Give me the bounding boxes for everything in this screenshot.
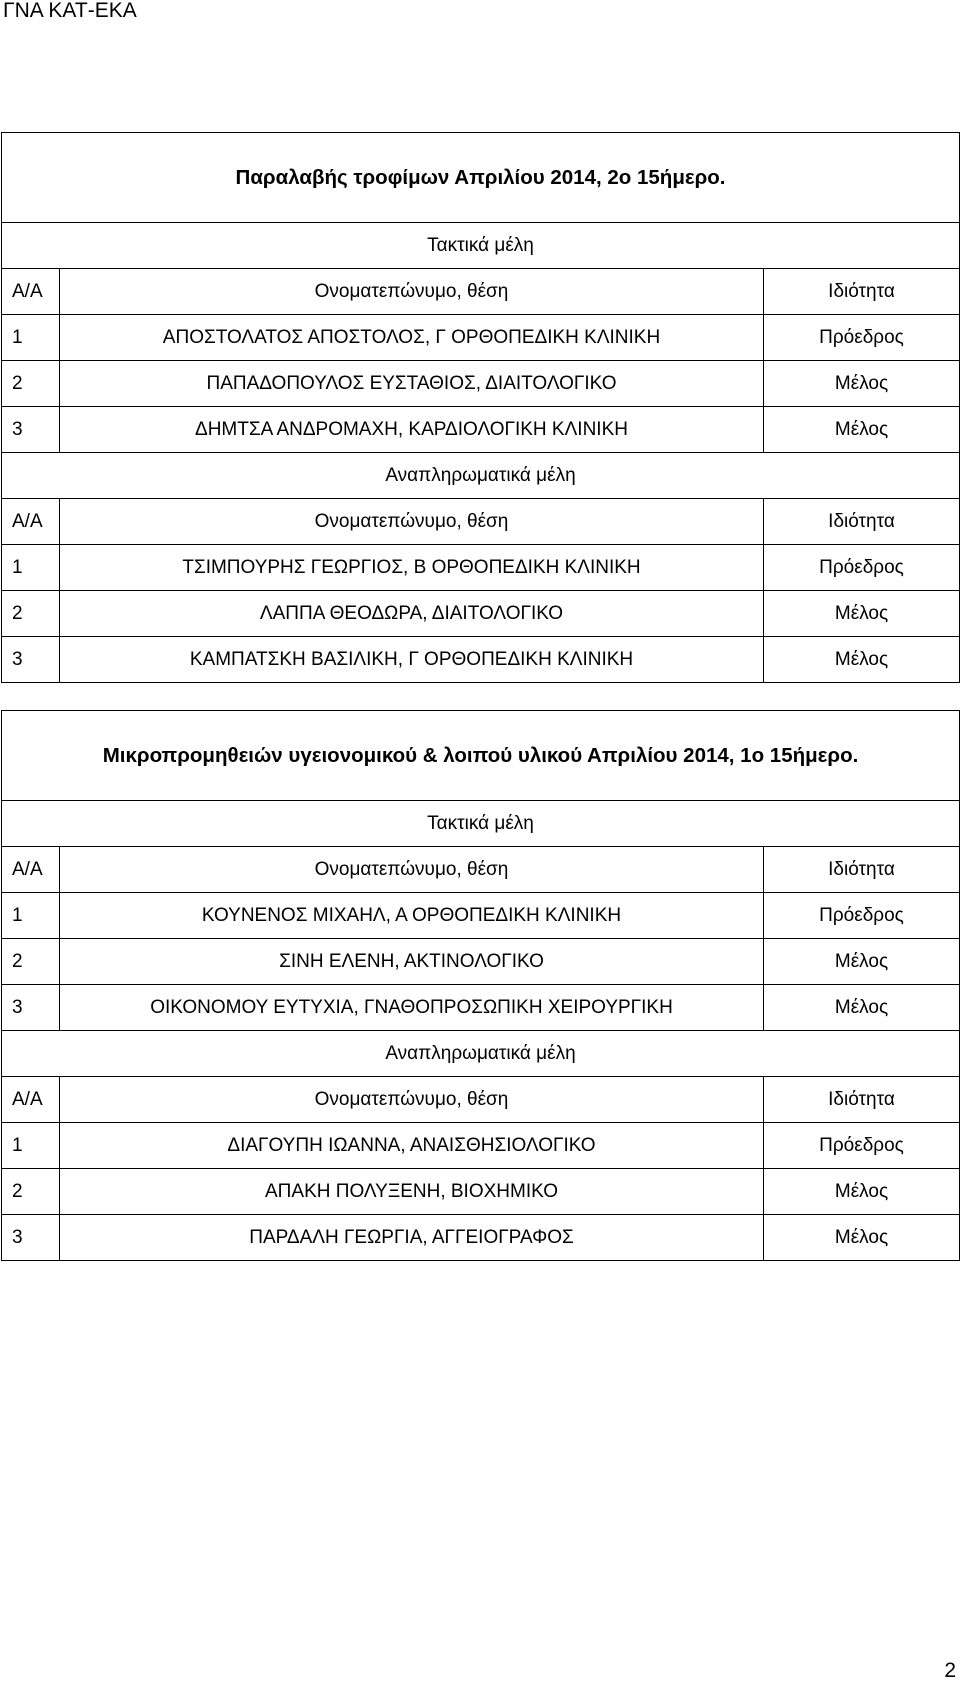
column-header-name: Ονοματεπώνυμο, θέση bbox=[60, 269, 764, 315]
table-row bbox=[2, 1123, 960, 1169]
column-header-name: Ονοματεπώνυμο, θέση bbox=[60, 1077, 764, 1123]
section-label-regular: Τακτικά μέλη bbox=[2, 223, 960, 269]
row-number: 2 bbox=[2, 591, 60, 637]
row-number: 2 bbox=[2, 361, 60, 407]
member-name-position: ΔΙΑΓΟΥΠΗ ΙΩΑΝΝΑ, ΑΝΑΙΣΘΗΣΙΟΛΟΓΙΚΟ bbox=[60, 1123, 764, 1169]
page-number: 2 bbox=[944, 1659, 956, 1682]
member-name-position: ΟΙΚΟΝΟΜΟΥ ΕΥΤΥΧΙΑ, ΓΝΑΘΟΠΡΟΣΩΠΙΚΗ ΧΕΙΡΟΥΡΓΙΚΗ bbox=[60, 985, 764, 1031]
member-role: Μέλος bbox=[764, 591, 960, 637]
column-header-row bbox=[2, 1077, 960, 1123]
column-header-role: Ιδιότητα bbox=[764, 499, 960, 545]
table-row bbox=[2, 893, 960, 939]
member-role: Πρόεδρος bbox=[764, 545, 960, 591]
member-role: Πρόεδρος bbox=[764, 315, 960, 361]
member-name-position: ΚΑΜΠΑΤΣΚΗ ΒΑΣΙΛΙΚΗ, Γ ΟΡΘΟΠΕΔΙΚΗ ΚΛΙΝΙΚΗ bbox=[60, 637, 764, 683]
member-role: Μέλος bbox=[764, 985, 960, 1031]
row-number: 1 bbox=[2, 893, 60, 939]
table-row bbox=[2, 315, 960, 361]
column-header-role: Ιδιότητα bbox=[764, 269, 960, 315]
row-number: 1 bbox=[2, 1123, 60, 1169]
column-header-role: Ιδιότητα bbox=[764, 1077, 960, 1123]
member-name-position: ΣΙΝΗ ΕΛΕΝΗ, ΑΚΤΙΝΟΛΟΓΙΚΟ bbox=[60, 939, 764, 985]
member-role: Μέλος bbox=[764, 1169, 960, 1215]
column-header-row bbox=[2, 847, 960, 893]
row-number: 2 bbox=[2, 1169, 60, 1215]
member-name-position: ΔΗΜΤΣΑ ΑΝΔΡΟΜΑΧΗ, ΚΑΡΔΙΟΛΟΓΙΚΗ ΚΛΙΝΙΚΗ bbox=[60, 407, 764, 453]
table-row bbox=[2, 407, 960, 453]
column-header-row bbox=[2, 269, 960, 315]
document-header: ΓΝΑ ΚΑΤ-ΕΚΑ bbox=[3, 0, 137, 22]
member-name-position: ΚΟΥΝΕΝΟΣ ΜΙΧΑΗΛ, Α ΟΡΘΟΠΕΔΙΚΗ ΚΛΙΝΙΚΗ bbox=[60, 893, 764, 939]
table-row bbox=[2, 939, 960, 985]
member-role: Πρόεδρος bbox=[764, 1123, 960, 1169]
row-number: 3 bbox=[2, 1215, 60, 1261]
table-row bbox=[2, 1169, 960, 1215]
column-header-name: Ονοματεπώνυμο, θέση bbox=[60, 499, 764, 545]
table-row bbox=[2, 985, 960, 1031]
member-name-position: ΛΑΠΠΑ ΘΕΟΔΩΡΑ, ΔΙΑΙΤΟΛΟΓΙΚΟ bbox=[60, 591, 764, 637]
member-name-position: ΠΑΡΔΑΛΗ ΓΕΩΡΓΙΑ, ΑΓΓΕΙΟΓΡΑΦΟΣ bbox=[60, 1215, 764, 1261]
committee-title: Παραλαβής τροφίμων Απριλίου 2014, 2ο 15ήμερο. bbox=[2, 133, 960, 223]
table-row bbox=[2, 591, 960, 637]
member-role: Μέλος bbox=[764, 361, 960, 407]
column-header-number: Α/Α bbox=[2, 1077, 60, 1123]
member-role: Μέλος bbox=[764, 637, 960, 683]
table-row bbox=[2, 545, 960, 591]
row-number: 1 bbox=[2, 315, 60, 361]
committee-table-food-receipt bbox=[1, 132, 960, 683]
section-label-alternate: Αναπληρωματικά μέλη bbox=[2, 1031, 960, 1077]
member-role: Μέλος bbox=[764, 1215, 960, 1261]
member-role: Μέλος bbox=[764, 939, 960, 985]
table-row bbox=[2, 637, 960, 683]
column-header-role: Ιδιότητα bbox=[764, 847, 960, 893]
committee-table-micro-procurement bbox=[1, 710, 960, 1261]
member-name-position: ΤΣΙΜΠΟΥΡΗΣ ΓΕΩΡΓΙΟΣ, Β ΟΡΘΟΠΕΔΙΚΗ ΚΛΙΝΙΚΗ bbox=[60, 545, 764, 591]
section-label-alternate: Αναπληρωματικά μέλη bbox=[2, 453, 960, 499]
column-header-name: Ονοματεπώνυμο, θέση bbox=[60, 847, 764, 893]
member-name-position: ΑΠΑΚΗ ΠΟΛΥΞΕΝΗ, ΒΙΟΧΗΜΙΚΟ bbox=[60, 1169, 764, 1215]
row-number: 3 bbox=[2, 407, 60, 453]
section-label-regular: Τακτικά μέλη bbox=[2, 801, 960, 847]
column-header-number: Α/Α bbox=[2, 847, 60, 893]
table-row bbox=[2, 1215, 960, 1261]
row-number: 1 bbox=[2, 545, 60, 591]
member-role: Πρόεδρος bbox=[764, 893, 960, 939]
table-row bbox=[2, 361, 960, 407]
member-name-position: ΑΠΟΣΤΟΛΑΤΟΣ ΑΠΟΣΤΟΛΟΣ, Γ ΟΡΘΟΠΕΔΙΚΗ ΚΛΙΝΙΚΗ bbox=[60, 315, 764, 361]
committee-title: Μικροπρομηθειών υγειονομικού & λοιπού υλικού Απριλίου 2014, 1ο 15ήμερο. bbox=[2, 711, 960, 801]
row-number: 2 bbox=[2, 939, 60, 985]
column-header-row bbox=[2, 499, 960, 545]
column-header-number: Α/Α bbox=[2, 269, 60, 315]
column-header-number: Α/Α bbox=[2, 499, 60, 545]
member-role: Μέλος bbox=[764, 407, 960, 453]
row-number: 3 bbox=[2, 985, 60, 1031]
member-name-position: ΠΑΠΑΔΟΠΟΥΛΟΣ ΕΥΣΤΑΘΙΟΣ, ΔΙΑΙΤΟΛΟΓΙΚΟ bbox=[60, 361, 764, 407]
row-number: 3 bbox=[2, 637, 60, 683]
